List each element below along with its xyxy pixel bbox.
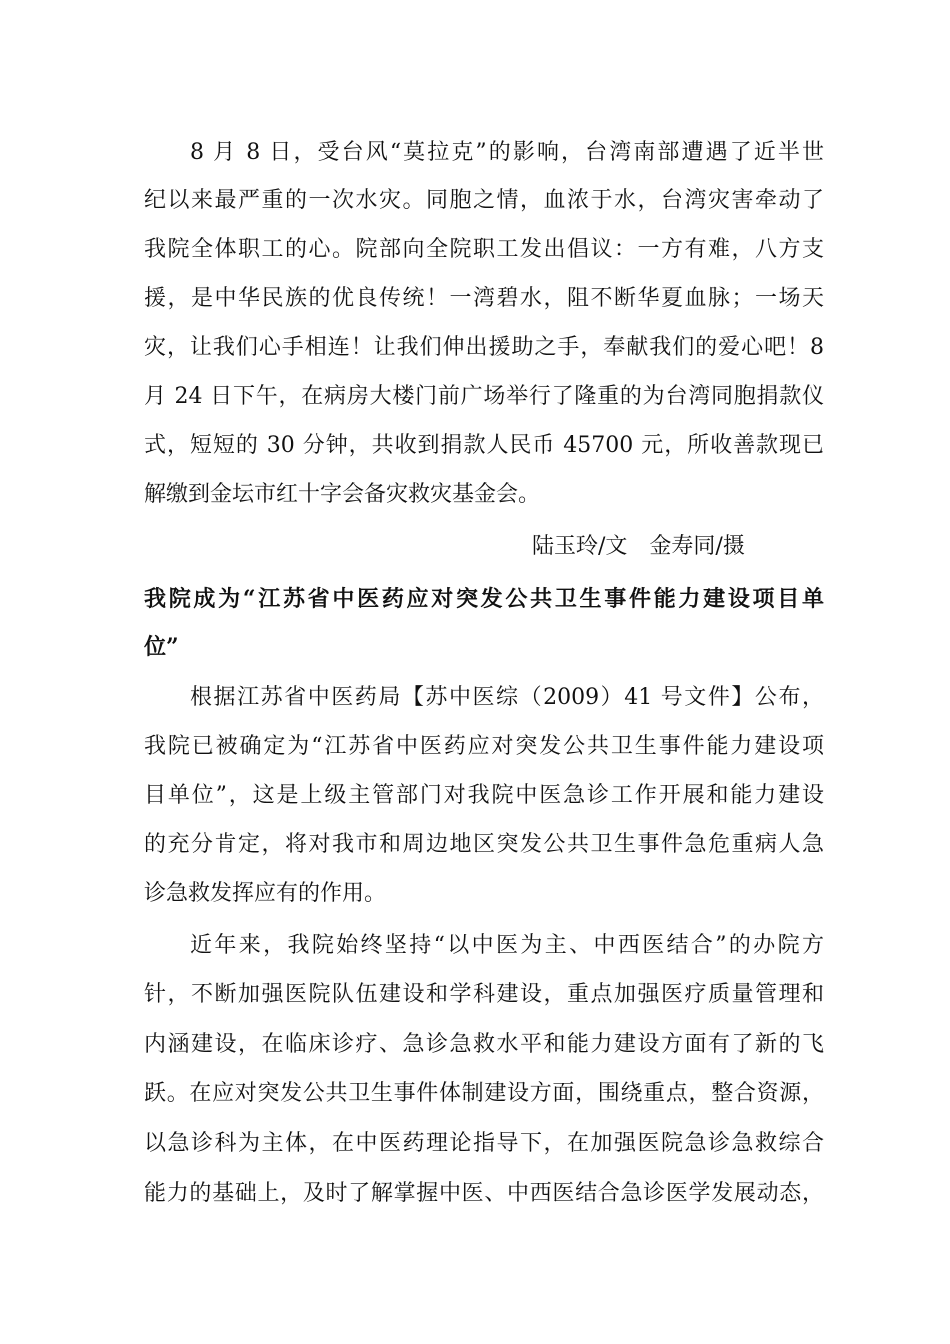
article2-para2-line-4: 跃。在应对突发公共卫生事件体制建设方面，围绕重点，整合资源， [144, 1081, 824, 1106]
article1-line-7: 式，短短的 30 分钟，共收到捐款人民币 45700 元，所收善款现已 [144, 433, 824, 458]
article1-line-2: 纪以来最严重的一次水灾。同胞之情，血浓于水，台湾灾害牵动了 [144, 188, 824, 213]
article2-para1-line-4: 的充分肯定，将对我市和周边地区突发公共卫生事件急危重病人急 [144, 832, 824, 857]
article1-byline: 陆玉玲/文 金寿同/摄 [532, 534, 745, 559]
article1-line-8: 解缴到金坛市红十字会备灾救灾基金会。 [144, 482, 541, 507]
article2-para1-line-3: 目单位”，这是上级主管部门对我院中医急诊工作开展和能力建设 [144, 783, 824, 808]
article2-para1-line-1: 根据江苏省中医药局【苏中医综（2009）41 号文件】公布， [190, 685, 824, 710]
article1-line-3: 我院全体职工的心。院部向全院职工发出倡议：一方有难，八方支 [144, 237, 824, 262]
article1-line-6: 月 24 日下午，在病房大楼门前广场举行了隆重的为台湾同胞捐款仪 [144, 384, 824, 409]
article1-line-1: 8 月 8 日，受台风“莫拉克”的影响，台湾南部遭遇了近半世 [190, 140, 824, 165]
article2-para1-line-2: 我院已被确定为“江苏省中医药应对突发公共卫生事件能力建设项 [144, 734, 824, 759]
article2-para2-line-2: 针，不断加强医院队伍建设和学科建设，重点加强医疗质量管理和 [144, 982, 824, 1007]
article2-para2-line-3: 内涵建设，在临床诊疗、急诊急救水平和能力建设方面有了新的飞 [144, 1032, 824, 1057]
article2-para2-line-6: 能力的基础上，及时了解掌握中医、中西医结合急诊医学发展动态， [144, 1181, 824, 1206]
article2-para1-line-5: 诊急救发挥应有的作用。 [144, 881, 387, 906]
article1-line-4: 援，是中华民族的优良传统！一湾碧水，阻不断华夏血脉；一场天 [144, 286, 824, 311]
article1-line-5: 灾，让我们心手相连！让我们伸出援助之手，奉献我们的爱心吧！8 [144, 335, 824, 360]
article2-para2-line-1: 近年来，我院始终坚持“以中医为主、中西医结合”的办院方 [190, 933, 824, 958]
article2-title-line-2: 位” [144, 634, 179, 660]
article2-para2-line-5: 以急诊科为主体，在中医药理论指导下，在加强医院急诊急救综合 [144, 1131, 824, 1156]
article2-title-line-1: 我院成为“江苏省中医药应对突发公共卫生事件能力建设项目单 [144, 586, 824, 612]
